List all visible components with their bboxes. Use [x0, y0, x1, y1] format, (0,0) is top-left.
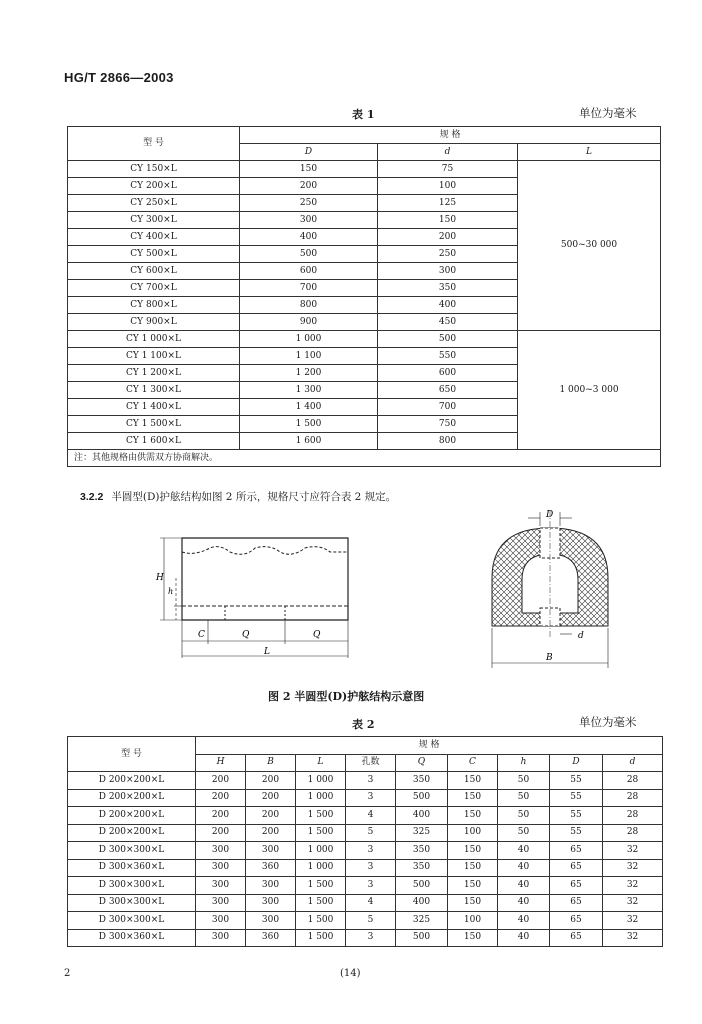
table2-value-cell: 5 — [346, 912, 396, 930]
table1-model-cell: CY 700×L — [68, 280, 240, 297]
table1-model-cell: CY 1 400×L — [68, 399, 240, 416]
table1-model-cell: CY 500×L — [68, 246, 240, 263]
table1-D-cell: 900 — [240, 314, 378, 331]
table1-model-cell: CY 600×L — [68, 263, 240, 280]
table2-value-cell: 150 — [448, 877, 498, 895]
table1-header-D: D — [240, 144, 378, 161]
table2-value-cell: 200 — [196, 789, 246, 807]
table2-value-cell: 32 — [603, 929, 663, 947]
standard-number: HG/T 2866—2003 — [64, 70, 174, 85]
table1-note-row — [68, 450, 661, 467]
sheet-number: (14) — [340, 968, 361, 979]
table2-value-cell: 55 — [550, 824, 603, 842]
table2-value-cell: 200 — [246, 789, 296, 807]
table1-D-cell: 1 600 — [240, 433, 378, 450]
table-row — [68, 807, 663, 825]
table2-value-cell: 1 000 — [296, 789, 346, 807]
table2-value-cell: 3 — [346, 842, 396, 860]
table2-col-header: D — [550, 754, 603, 772]
table2-col-header: Q — [396, 754, 448, 772]
table-row — [68, 912, 663, 930]
table2-value-cell: 32 — [603, 912, 663, 930]
table2-value-cell: 400 — [396, 894, 448, 912]
table2-value-cell: 300 — [196, 859, 246, 877]
table1-caption: 表 1 — [352, 108, 375, 121]
table2-model-cell: D 300×300×L — [68, 877, 196, 895]
table2-value-cell: 3 — [346, 772, 396, 790]
table2-value-cell: 50 — [498, 789, 550, 807]
table2-model-cell: D 300×300×L — [68, 912, 196, 930]
section-number: 3.2.2 — [80, 491, 104, 503]
table1-model-cell: CY 800×L — [68, 297, 240, 314]
table2-value-cell: 3 — [346, 877, 396, 895]
table1-d-cell: 700 — [378, 399, 518, 416]
table2-value-cell: 200 — [196, 824, 246, 842]
table1 — [67, 126, 661, 467]
table2-col-header: H — [196, 754, 246, 772]
table2-value-cell: 40 — [498, 842, 550, 860]
table2-value-cell: 28 — [603, 789, 663, 807]
table2-value-cell: 350 — [396, 859, 448, 877]
table2-value-cell: 200 — [246, 772, 296, 790]
table2-value-cell: 55 — [550, 772, 603, 790]
table2-value-cell: 300 — [196, 894, 246, 912]
table2-value-cell: 300 — [246, 877, 296, 895]
table1-D-cell: 800 — [240, 297, 378, 314]
table2-value-cell: 4 — [346, 807, 396, 825]
table2-col-header: B — [246, 754, 296, 772]
table2-value-cell: 65 — [550, 842, 603, 860]
table1-model-cell: CY 200×L — [68, 178, 240, 195]
table1-D-cell: 1 200 — [240, 365, 378, 382]
table2-value-cell: 150 — [448, 807, 498, 825]
table2-value-cell: 200 — [196, 772, 246, 790]
table2-model-cell: D 300×300×L — [68, 842, 196, 860]
table2-model-cell: D 300×360×L — [68, 929, 196, 947]
label-L: L — [264, 647, 270, 657]
table2-value-cell: 32 — [603, 877, 663, 895]
table2-model-cell: D 200×200×L — [68, 789, 196, 807]
table2-value-cell: 200 — [246, 807, 296, 825]
table2-value-cell: 3 — [346, 789, 396, 807]
table2-value-cell: 1 500 — [296, 912, 346, 930]
table1-d-cell: 125 — [378, 195, 518, 212]
page-number: 2 — [64, 968, 71, 979]
table1-D-cell: 1 400 — [240, 399, 378, 416]
table2-value-cell: 500 — [396, 789, 448, 807]
table1-model-cell: CY 1 000×L — [68, 331, 240, 348]
side-view — [160, 538, 348, 658]
table1-d-cell: 750 — [378, 416, 518, 433]
label-H: H — [156, 573, 164, 583]
table2-value-cell: 150 — [448, 859, 498, 877]
table-row — [68, 842, 663, 860]
table2-value-cell: 50 — [498, 807, 550, 825]
table1-D-cell: 1 300 — [240, 382, 378, 399]
table2-value-cell: 3 — [346, 859, 396, 877]
table1-D-cell: 500 — [240, 246, 378, 263]
table2-value-cell: 350 — [396, 842, 448, 860]
table2-col-header: C — [448, 754, 498, 772]
table1-d-cell: 600 — [378, 365, 518, 382]
table1-d-cell: 550 — [378, 348, 518, 365]
table2-header-model: 型 号 — [68, 737, 196, 772]
table2-value-cell: 1 000 — [296, 859, 346, 877]
table2-unit: 单位为毫米 — [579, 715, 637, 729]
label-Q1: Q — [242, 630, 250, 640]
figure2-drawing — [120, 508, 630, 678]
table1-D-cell: 150 — [240, 161, 378, 178]
table2-value-cell: 3 — [346, 929, 396, 947]
table2-value-cell: 65 — [550, 877, 603, 895]
table1-d-cell: 400 — [378, 297, 518, 314]
table1-d-cell: 75 — [378, 161, 518, 178]
table2-value-cell: 65 — [550, 929, 603, 947]
table1-unit: 单位为毫米 — [579, 106, 637, 120]
table1-header-model: 型 号 — [68, 127, 240, 161]
section-text: 半圆型(D)护舷结构如图 2 所示，规格尺寸应符合表 2 规定。 — [111, 491, 397, 503]
table2-value-cell: 50 — [498, 772, 550, 790]
table2-value-cell: 500 — [396, 877, 448, 895]
table2-value-cell: 150 — [448, 772, 498, 790]
table2-value-cell: 40 — [498, 894, 550, 912]
table2-value-cell: 50 — [498, 824, 550, 842]
table1-model-cell: CY 400×L — [68, 229, 240, 246]
table2-value-cell: 40 — [498, 877, 550, 895]
table2-col-header: d — [603, 754, 663, 772]
table2-model-cell: D 300×300×L — [68, 894, 196, 912]
table2-value-cell: 300 — [196, 929, 246, 947]
table-row — [68, 789, 663, 807]
table2-value-cell: 5 — [346, 824, 396, 842]
table1-model-cell: CY 250×L — [68, 195, 240, 212]
table1-model-cell: CY 1 500×L — [68, 416, 240, 433]
table2-model-cell: D 200×200×L — [68, 772, 196, 790]
table2-value-cell: 300 — [246, 912, 296, 930]
table2-col-header: h — [498, 754, 550, 772]
table-row — [68, 859, 663, 877]
cross-section — [492, 510, 608, 668]
table2-col-header: L — [296, 754, 346, 772]
table-row — [68, 894, 663, 912]
table2-model-cell: D 200×200×L — [68, 824, 196, 842]
table1-model-cell: CY 900×L — [68, 314, 240, 331]
table-row — [68, 161, 661, 178]
label-d: d — [578, 631, 584, 641]
table1-header-L: L — [518, 144, 661, 161]
label-h: h — [168, 587, 174, 596]
table2-value-cell: 1 500 — [296, 807, 346, 825]
label-D: D — [546, 510, 554, 520]
table2-value-cell: 32 — [603, 894, 663, 912]
table2-model-cell: D 200×200×L — [68, 807, 196, 825]
section-paragraph — [80, 489, 396, 504]
table2-value-cell: 300 — [196, 912, 246, 930]
table2-value-cell: 150 — [448, 894, 498, 912]
table1-d-cell: 300 — [378, 263, 518, 280]
table2-value-cell: 325 — [396, 824, 448, 842]
table1-header-d: d — [378, 144, 518, 161]
table2-value-cell: 28 — [603, 824, 663, 842]
table2-value-cell: 4 — [346, 894, 396, 912]
table1-D-cell: 600 — [240, 263, 378, 280]
table1-d-cell: 150 — [378, 212, 518, 229]
table2-value-cell: 150 — [448, 929, 498, 947]
label-B: B — [546, 653, 553, 663]
table1-D-cell: 1 000 — [240, 331, 378, 348]
table1-D-cell: 400 — [240, 229, 378, 246]
table-row — [68, 929, 663, 947]
table2-value-cell: 28 — [603, 807, 663, 825]
table1-model-cell: CY 1 300×L — [68, 382, 240, 399]
table2-value-cell: 28 — [603, 772, 663, 790]
table1-header-spec: 规 格 — [240, 127, 661, 144]
label-C: C — [198, 630, 205, 640]
table2-value-cell: 40 — [498, 929, 550, 947]
table2-value-cell: 360 — [246, 929, 296, 947]
table2-model-cell: D 300×360×L — [68, 859, 196, 877]
table1-d-cell: 800 — [378, 433, 518, 450]
figure2-caption: 图 2 半圆型(D)护舷结构示意图 — [268, 690, 425, 703]
table1-D-cell: 1 100 — [240, 348, 378, 365]
table1-d-cell: 450 — [378, 314, 518, 331]
table2-value-cell: 200 — [196, 807, 246, 825]
table-row — [68, 877, 663, 895]
table2-value-cell: 500 — [396, 929, 448, 947]
table1-L-range-1: 500~30 000 — [518, 161, 661, 331]
table2-value-cell: 65 — [550, 894, 603, 912]
table2-value-cell: 1 500 — [296, 894, 346, 912]
table1-model-cell: CY 300×L — [68, 212, 240, 229]
table-row — [68, 824, 663, 842]
table1-model-cell: CY 150×L — [68, 161, 240, 178]
table2-col-header: 孔数 — [346, 754, 396, 772]
table1-d-cell: 200 — [378, 229, 518, 246]
table1-model-cell: CY 1 100×L — [68, 348, 240, 365]
table2-value-cell: 1 000 — [296, 772, 346, 790]
table1-d-cell: 500 — [378, 331, 518, 348]
table2-value-cell: 32 — [603, 859, 663, 877]
table2-value-cell: 32 — [603, 842, 663, 860]
table2-value-cell: 100 — [448, 824, 498, 842]
table2-value-cell: 40 — [498, 859, 550, 877]
table1-D-cell: 700 — [240, 280, 378, 297]
table2-value-cell: 55 — [550, 807, 603, 825]
table1-d-cell: 250 — [378, 246, 518, 263]
table1-D-cell: 300 — [240, 212, 378, 229]
table2-value-cell: 325 — [396, 912, 448, 930]
table1-d-cell: 650 — [378, 382, 518, 399]
table2-value-cell: 300 — [196, 842, 246, 860]
table2-value-cell: 40 — [498, 912, 550, 930]
table2-value-cell: 150 — [448, 789, 498, 807]
table1-d-cell: 350 — [378, 280, 518, 297]
table2-value-cell: 1 500 — [296, 877, 346, 895]
table2-value-cell: 300 — [246, 842, 296, 860]
table1-d-cell: 100 — [378, 178, 518, 195]
table2-value-cell: 350 — [396, 772, 448, 790]
table2-caption: 表 2 — [352, 718, 375, 731]
table2-value-cell: 360 — [246, 859, 296, 877]
table2-value-cell: 1 000 — [296, 842, 346, 860]
table2-value-cell: 65 — [550, 859, 603, 877]
label-Q2: Q — [313, 630, 321, 640]
table2-value-cell: 400 — [396, 807, 448, 825]
table2 — [67, 736, 663, 947]
table1-L-range-2: 1 000~3 000 — [518, 331, 661, 450]
table2-value-cell: 1 500 — [296, 929, 346, 947]
table1-note: 注：其他规格由供需双方协商解决。 — [68, 450, 661, 467]
table2-value-cell: 200 — [246, 824, 296, 842]
table2-value-cell: 300 — [246, 894, 296, 912]
table2-value-cell: 100 — [448, 912, 498, 930]
table2-value-cell: 150 — [448, 842, 498, 860]
table-row — [68, 331, 661, 348]
table1-D-cell: 1 500 — [240, 416, 378, 433]
table2-value-cell: 1 500 — [296, 824, 346, 842]
table2-value-cell: 65 — [550, 912, 603, 930]
table1-model-cell: CY 1 600×L — [68, 433, 240, 450]
table1-D-cell: 200 — [240, 178, 378, 195]
table1-D-cell: 250 — [240, 195, 378, 212]
table2-value-cell: 55 — [550, 789, 603, 807]
table1-model-cell: CY 1 200×L — [68, 365, 240, 382]
table-row — [68, 772, 663, 790]
table2-value-cell: 300 — [196, 877, 246, 895]
table2-header-spec: 规 格 — [196, 737, 663, 755]
